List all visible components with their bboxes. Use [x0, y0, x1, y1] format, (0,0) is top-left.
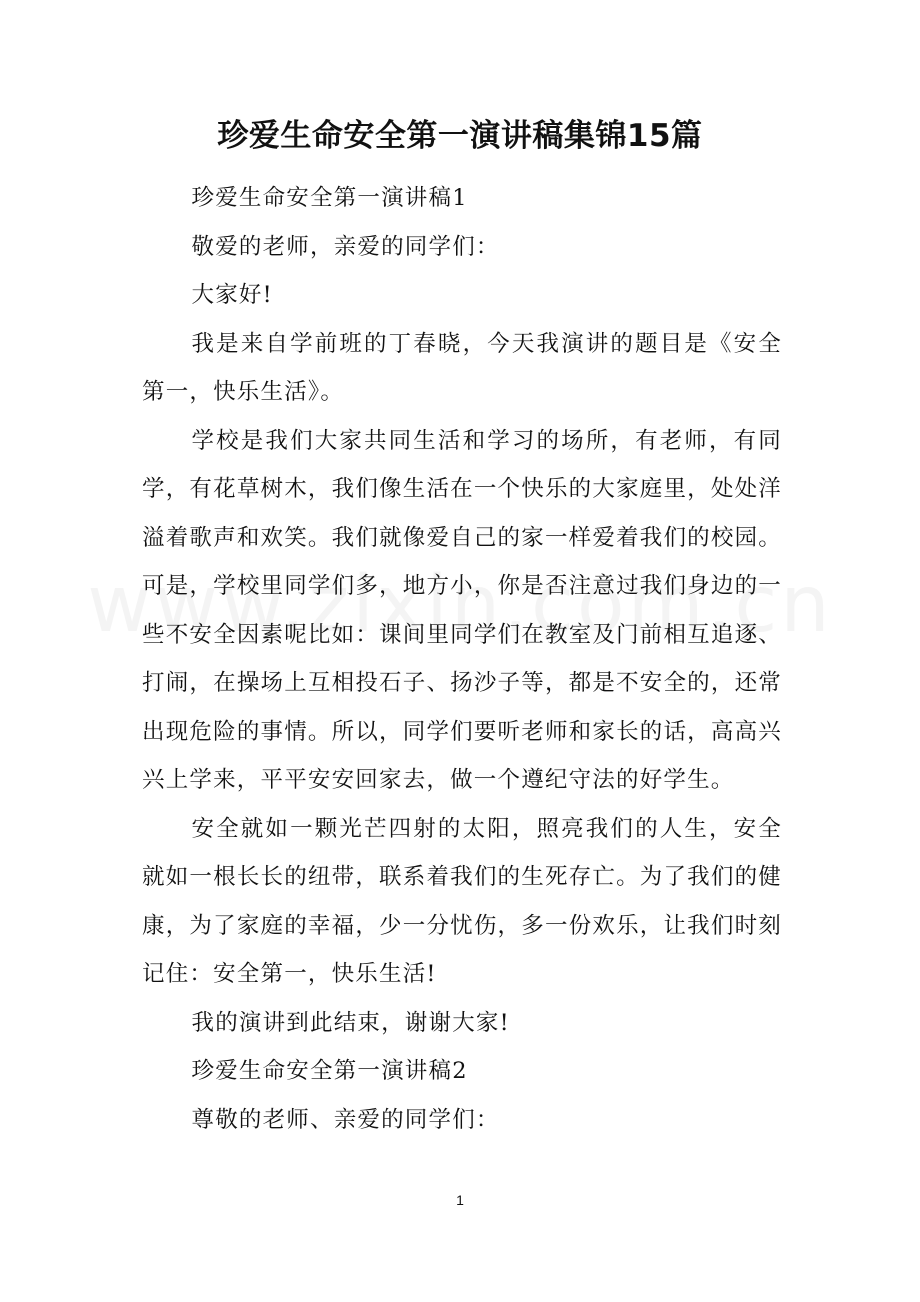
closing-line: 我的演讲到此结束，谢谢大家! — [191, 1009, 510, 1036]
document-body — [142, 174, 782, 1144]
document-title: 珍爱生命安全第一演讲稿集锦15篇 — [217, 118, 703, 154]
salutation: 敬爱的老师，亲爱的同学们： — [191, 233, 500, 260]
section-heading: 珍爱生命安全第一演讲稿2 — [191, 1058, 468, 1084]
salutation: 尊敬的老师、亲爱的同学们： — [191, 1106, 500, 1133]
body-paragraph: 安全就如一颗光芒四射的太阳，照亮我们的人生，安全就如一根长长的纽带，联系着我们的生死存亡。为了我们的健康，为了家庭的幸福，少一分忧伤，多一份欢乐，让我们时刻记住：安全第一，快乐生活! — [142, 815, 782, 987]
page-number: 1 — [456, 1192, 464, 1208]
body-paragraph: 学校是我们大家共同生活和学习的场所，有老师，有同学，有花草树木，我们像生活在一个快乐的大家庭里，处处洋溢着歌声和欢笑。我们就像爱自己的家一样爱着我们的校园。可是，学校里同学们多，地方小，你是否注意过我们身边的一些不安全因素呢比如：课间里同学们在教室及门前相互追逐、打闹，在操场上互相投石子、扬沙子等，都是不安全的，还常出现危险的事情。所以，同学们要听老师和家长的话，高高兴兴上学来，平平安安回家去，做一个遵纪守法的好学生。 — [142, 427, 782, 793]
body-paragraph: 我是来自学前班的丁春晓，今天我演讲的题目是《安全第一，快乐生活》。 — [142, 330, 782, 405]
section-heading: 珍爱生命安全第一演讲稿1 — [191, 185, 468, 211]
greeting: 大家好! — [191, 282, 273, 308]
